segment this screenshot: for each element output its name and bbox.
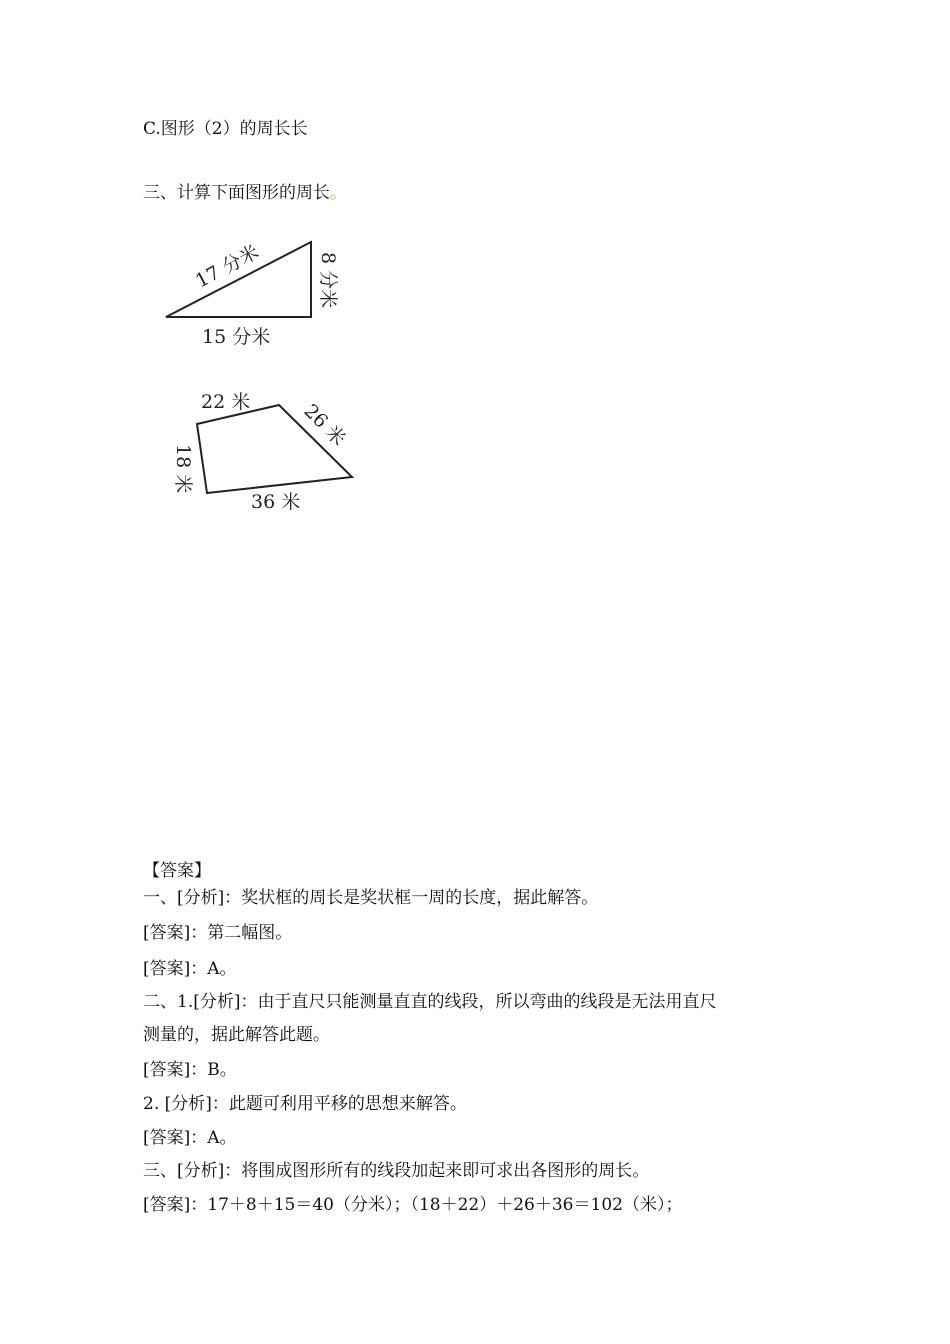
question-c: C.图形（2）的周长长: [143, 119, 308, 139]
quadrilateral-top-label: 22 米: [201, 391, 251, 413]
quadrilateral-left-label: 18 米: [172, 444, 194, 494]
figure-quadrilateral: [165, 380, 375, 520]
section-3-title: [143, 182, 347, 204]
answer-line-6: [答案]：B。: [143, 1060, 237, 1080]
answer-line-7: 2. [分析]：此题可利用平移的思想来解答。: [143, 1094, 467, 1114]
answers-header: 【答案】: [143, 861, 211, 881]
answer-line-4: 二、1.[分析]：由于直尺只能测量直直的线段，所以弯曲的线段是无法用直尺: [143, 992, 717, 1012]
section-3-title-end: 。: [330, 183, 347, 203]
triangle-height-label: 8 分米: [317, 252, 339, 309]
answer-line-1: 一、[分析]：奖状框的周长是奖状框一周的长度，据此解答。: [143, 888, 599, 908]
quadrilateral-bottom-label: 36 米: [251, 491, 301, 513]
triangle-base-label: 15 分米: [202, 326, 271, 348]
answer-line-9: 三、[分析]：将围成图形所有的线段加起来即可求出各图形的周长。: [143, 1161, 650, 1181]
answer-line-8: [答案]：A。: [143, 1128, 237, 1148]
figure-triangle: [150, 230, 370, 360]
triangle-hypotenuse-label: 17 分米: [192, 240, 263, 293]
section-3-title-text: 三、计算下面图形的周长: [143, 183, 330, 203]
answer-line-3: [答案]：A。: [143, 959, 237, 979]
answer-line-5: 测量的，据此解答此题。: [143, 1025, 330, 1045]
answer-line-2: [答案]：第二幅图。: [143, 923, 293, 943]
answer-line-10: [答案]：17＋8＋15＝40（分米）；（18＋22）＋26＋36＝102（米）；: [143, 1195, 683, 1215]
quadrilateral-right-label: 26 米: [299, 399, 350, 451]
